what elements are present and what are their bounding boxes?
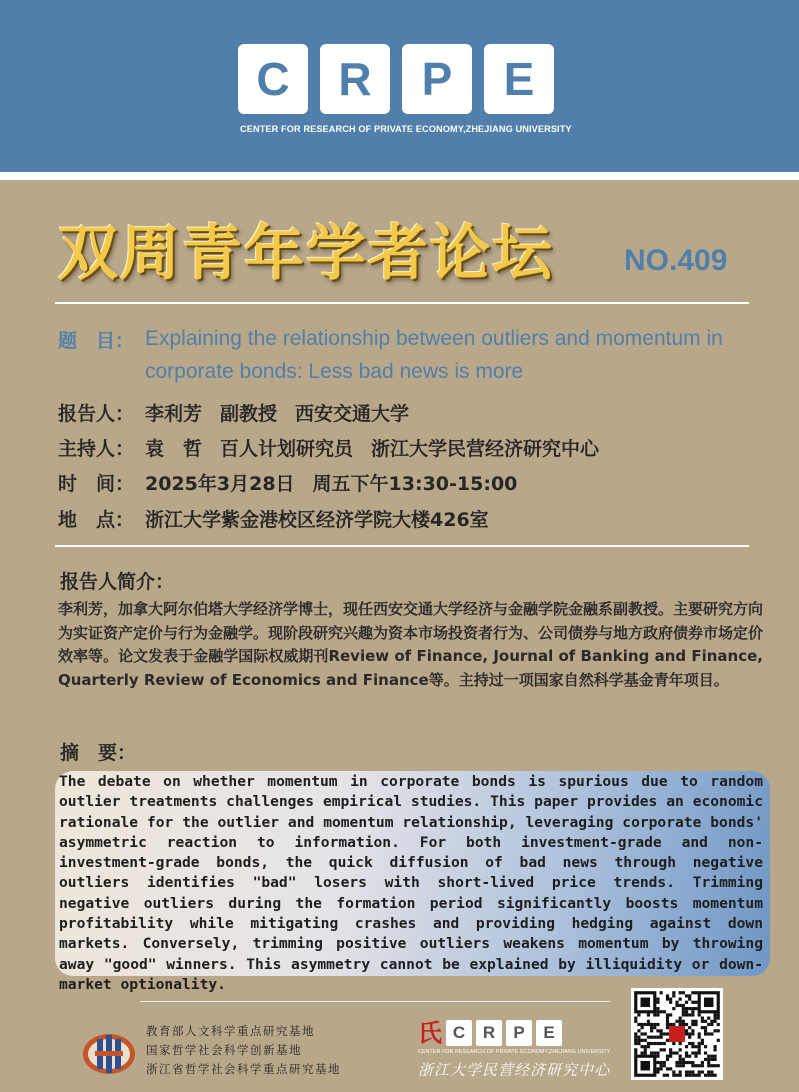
time-date: 2025年3月28日 [145,473,295,495]
issue-number: NO.409 [624,244,728,277]
time-value [145,469,517,496]
logo-letter-c: C [238,44,308,114]
time-label: 时 间： [58,473,135,495]
forum-title: 双周青年学者论坛 [58,219,554,289]
topic-value: Explaining the relationship between outliers and momentum in corporate bonds: Less bad news is more [145,327,723,383]
abstract-heading: 摘 要： [60,742,137,764]
logo-letter-r: R [320,44,390,114]
speaker-label: 报告人： [58,403,135,425]
footer-logo-letter-p: P [506,1020,532,1046]
speaker-value [145,399,409,426]
footer-logo-subtitle: CENTER FOR RESEARCH OF PRIVATE ECONOMY,ZHEJIANG UNIVERSITY [418,1049,611,1055]
host-label: 主持人： [58,438,135,460]
bio-heading: 报告人简介： [60,571,175,593]
divider-middle [55,545,749,547]
footer-logo-letter-r: R [476,1020,502,1046]
place-value: 浙江大学紫金港校区经济学院大楼426室 [145,509,489,531]
divider-top [55,302,749,304]
abstract-text: The debate on whether momentum in corporate bonds is spurious due to random outlier treatments challenges empirical studies. This paper provides an economic rationale for the outlier and momentum relationship, leveraging corporate bonds' asymmetric reaction to information. For both investment-grade and non-investment-grade bonds, the quick diffusion of bad news through negative outliers identifies "bad" losers with short-lived price trends. Trimming negative outliers during the formation period significantly boosts momentum profitability while mitigating crashes and providing hedging against down markets. Conversely, trimming positive outliers weakens momentum by throwing away "good" winners. This asymmetry cannot be explained by illiquidity or down-market optionality. [59,773,763,993]
place-label: 地 点： [58,509,135,531]
host-title: 百人计划研究员 [220,438,354,460]
header-band [0,0,799,172]
footer-divider [140,1001,610,1002]
footer-logo-chinese: 浙江大学民营经济研究中心 [418,1061,611,1079]
research-base-emblem-icon [82,1027,136,1081]
host-value [145,434,599,461]
logo-letter-p: P [402,44,472,114]
logo-letter-e: E [484,44,554,114]
speaker-name: 李利芳 [145,403,203,425]
host-org: 浙江大学民营经济研究中心 [371,438,600,460]
bio-text: 李利芳，加拿大阿尔伯塔大学经济学博士，现任西安交通大学经济与金融学院金融系副教授。主要研究方向为实证资产定价与行为金融学。现阶段研究兴趣为资本市场投资者行为、公司债券与地方政府债券市场定价效率等。论文发表于金融学国际权威期刊Review of Finance, Journal of Banking and Finance, Quarterly Review of Economics and Finance等。主持过一项国家自然科学基金青年项目。 [58,600,764,689]
qr-code-icon [631,988,723,1080]
research-base-line: 国家哲学社会科学创新基地 [146,1043,302,1057]
crpe-logo [238,44,554,114]
footer-crpe-logo [418,1020,610,1080]
speaker-org: 西安交通大学 [295,403,410,425]
research-base-line: 浙江省哲学社会科学重点研究基地 [146,1062,341,1076]
crpe-mark-icon: 氏 [418,1019,442,1047]
topic-label: 题 目： [58,330,135,352]
host-name: 袁 哲 [145,438,203,460]
header-divider [0,172,799,180]
footer-logo-letter-e: E [536,1020,562,1046]
research-bases-list [146,1022,341,1079]
time-slot: 周五下午13:30-15:00 [312,473,518,495]
logo-subtitle: CENTER FOR RESEARCH OF PRIVATE ECONOMY,ZHEJIANG UNIVERSITY [240,124,572,134]
footer-logo-letter-c: C [446,1020,472,1046]
research-base-line: 教育部人文科学重点研究基地 [146,1024,315,1038]
speaker-title: 副教授 [220,403,278,425]
